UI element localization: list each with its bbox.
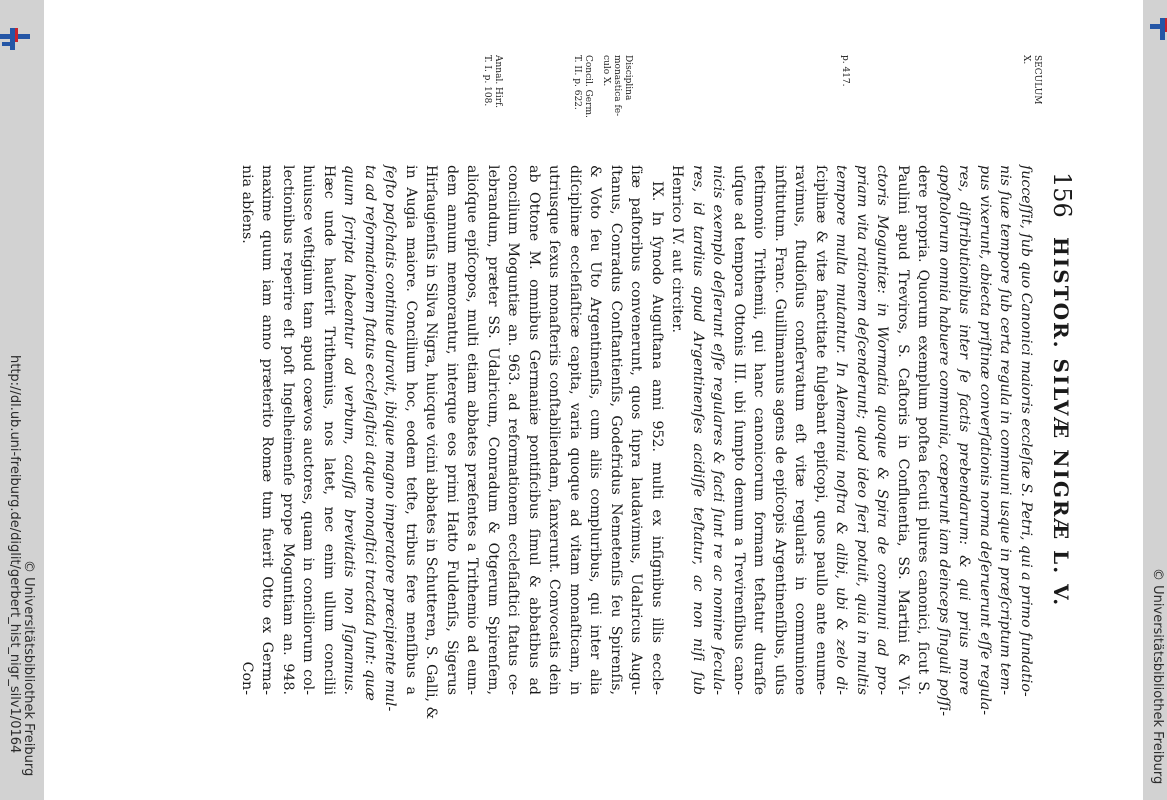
body-text bbox=[237, 165, 1037, 720]
text-line: huiusce veſtigium tam apud coævos auctores, quam in conciliorum col- bbox=[300, 165, 317, 695]
text-line: diſciplinæ eccleſiaſticæ capita, varia quoque ad vitam monaſticam, in bbox=[567, 165, 583, 695]
text-line: lebrandum, præter SS. Udalricum, Conradum & Otgerum Spirenſem, bbox=[485, 165, 501, 695]
scanned-page bbox=[200, 55, 1080, 720]
text-line: Henrico IV. aut circiter. bbox=[669, 165, 686, 333]
text-line: lectionibus reperire eſt poſt Ingelheimenſe prope Moguntiam an. 948. bbox=[280, 165, 296, 695]
library-logo-icon bbox=[1150, 18, 1167, 42]
text-line: ſtanus, Conradus Conſtantienſis, Godefridus Nemetenſis ſeu Spirenſis, bbox=[608, 165, 624, 695]
section-start-line: IX. In ſynodo Auguſtana anni 952. multi ex inſignibus illis eccle- bbox=[649, 181, 665, 695]
text-line: Hæc unde hauſerit Trithemius, nos latet, nec enim ullum concilii bbox=[321, 165, 337, 695]
text-line: ſiæ paſtoribus convenerunt, quos ſupra laudavimus, Udalricus Augu- bbox=[628, 165, 645, 695]
text-line: dem annum memorantur, interque eos primi Hatto Fuldenſis, Sigerus bbox=[444, 165, 460, 695]
text-line: dere propria. Quorum exemplum poſtea ſecuti plures canonici, ſicut S. bbox=[915, 165, 932, 695]
margin-note-disciplina: Disciplina monastica fe- culo X. bbox=[601, 55, 633, 117]
copyright-notice: © Universitätsbibliothek Freiburg bbox=[1150, 568, 1165, 785]
text-line: res, diſtributionibus inter ſe factis prebendarum: & qui prius more bbox=[956, 165, 973, 695]
text-line: utriusque ſexus monaſteriis conſtabiliendam, ſanxerunt. Convocatis dein bbox=[546, 165, 563, 695]
text-line: nicis exemplo deſierunt eſſe regulares & facti ſunt re ac nomine ſecula- bbox=[710, 165, 727, 695]
margin-note-seculum: SECULUM X. bbox=[1021, 55, 1042, 105]
text-line: teſtimonio Trithemii, qui hanc canonicorum formam teſtatur duraſſe bbox=[751, 165, 768, 695]
text-line: ravimus, ſtudioſius conſervatum eſt vitæ regularis in communione bbox=[792, 165, 809, 695]
margin-note-page-ref: p. 417. bbox=[840, 55, 850, 87]
text-line: concilium Moguntiæ an. 963. ad reformationem eccleſiaſtici ſtatus ce- bbox=[505, 165, 522, 695]
page-header bbox=[1040, 55, 1080, 695]
final-text: nia abſens. bbox=[239, 165, 255, 244]
running-head: HISTOR. SILVÆ NIGRÆ L. V. bbox=[1049, 237, 1073, 608]
text-line: in Augia maiore. Concilium hoc, eodem teſte, tribus fere menſibus a bbox=[403, 165, 419, 695]
text-line: maxime quum iam anno præterito Romæ tum fuerit Otto ex Germa- bbox=[259, 165, 276, 695]
text-line: Hirſaugienſis in Silva Nigra, huicque vicini abbates in Schutteren, S. Galli, & bbox=[423, 165, 440, 720]
text-line: nis ſuæ tempore ſub certa regula in communi usque in præſcriptum tem- bbox=[997, 165, 1014, 695]
text-line: Paulini apud Treviros, S. Caſtoris in Confluentia, SS. Martini & Vi- bbox=[895, 165, 911, 695]
text-line: ſucceſſit, ſub quo Canonici maioris eccleſiæ S. Petri, qui a primo fundatio- bbox=[1018, 165, 1034, 697]
text-line: priam vita rationem deſcenderunt; quod ideo fieri potuit, quia in multis bbox=[854, 165, 870, 695]
text-line: uſque ad tempora Ottonis III. ubi ſumpto demum a Trevirenſibus cano- bbox=[731, 165, 747, 695]
margin-note-annal: Annal. Hirf. T. I. p. 108. bbox=[482, 55, 503, 108]
catchword: Con- bbox=[239, 661, 255, 695]
text-line: alioſque epiſcopos, multi etiam abbates præſentes a Trithemio ad eum- bbox=[464, 165, 481, 695]
text-line: ab Ottone M. omnibus Germaniæ pontificibus ſimul & abbatibus ad bbox=[526, 165, 542, 695]
text-line: res, id tardius apud Argentinenſes acidiſſe teſtatur, ac non niſi ſub bbox=[690, 165, 706, 695]
text-line: feſto paſchatis continue duravit, ibique magno imperatore præcipiente mul- bbox=[382, 165, 399, 712]
library-logo-icon bbox=[0, 28, 36, 52]
margin-note-concil: Concil. Germ. T. II. p. 622. bbox=[572, 55, 593, 118]
text-line: apoſtolorum omnia habuere communia, cœperunt iam deinceps ſinguli poſſi- bbox=[936, 165, 952, 716]
text-line: pus vixerunt, abiecta priſtinæ converſationis norma deſeruerunt eſſe regula- bbox=[977, 165, 993, 716]
text-line: ta ad reformationem ſtatus eccleſiaſtici atque monaſtici tractata ſunt: quæ bbox=[362, 165, 378, 701]
copyright-notice: © Universitätsbibliothek Freiburg bbox=[21, 560, 36, 777]
page-number: 156 bbox=[1048, 172, 1076, 218]
text-line: ctoris Moguntiæ: in Wormatia quoque & Spira de communi ad pro- bbox=[874, 165, 891, 695]
source-url[interactable]: http://dl.ub.uni-freiburg.de/diglit/gerbert_hist_nigr_silv1/0164 bbox=[7, 355, 22, 754]
text-line: tempore multa mutantur. In Alemannia noſtra & alibi, ubi & zelo di- bbox=[833, 165, 850, 695]
text-line: quum ſcripta habeantur ad verbum, cauſſa brevitatis non ſignamus. bbox=[341, 165, 358, 695]
text-line bbox=[237, 165, 258, 695]
text-line: & Voto ſeu Uto Argentinenſis, cum aliis compluribus, qui inter alia bbox=[587, 165, 604, 695]
text-line: inſtitutum. Franc. Guillimannus agens de epiſcopis Argentinenſibus, uſus bbox=[772, 165, 788, 695]
text-line: ſciplinæ & vitæ ſanctitate fulgebant epiſcopi, quos paullo ante enume- bbox=[813, 165, 829, 695]
